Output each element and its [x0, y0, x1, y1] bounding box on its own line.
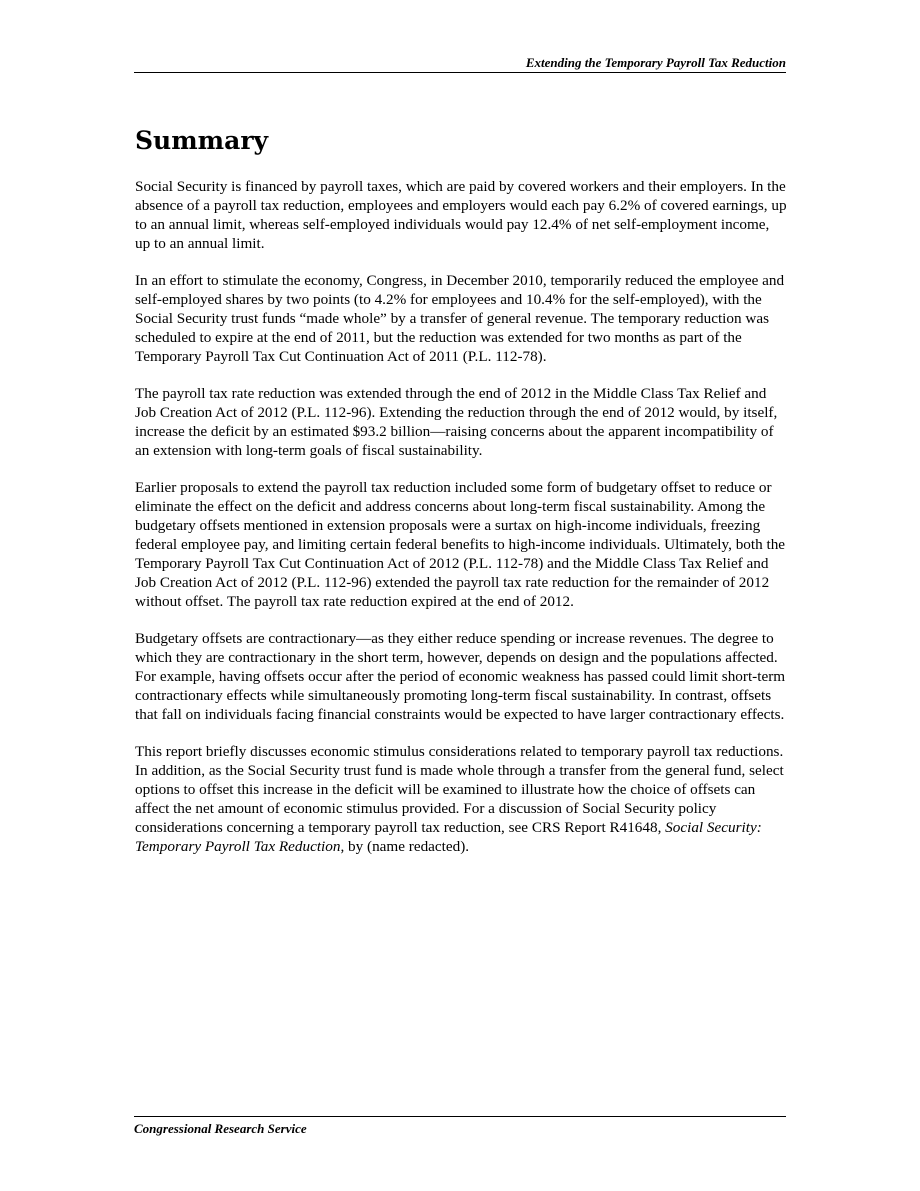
- page-footer: [134, 1116, 786, 1137]
- page-title: Summary: [135, 126, 269, 155]
- paragraph-reduction-history: In an effort to stimulate the economy, Congress, in December 2010, temporarily reduced the employee and self-employed shares by two points (to 4.2% for employees and 10.4% for the self-employed), with the Social Security trust funds “made whole” by a transfer of general revenue. The temporary reduction was scheduled to expire at the end of 2011, but the reduction was extended for two months as part of the Temporary Payroll Tax Cut Continuation Act of 2011 (P.L. 112-78).: [135, 272, 785, 365]
- paragraph-funding: Social Security is financed by payroll taxes, which are paid by covered workers and their employers. In the absence of a payroll tax reduction, employees and employers would each pay 6.2% of covered earnings, up to an annual limit, whereas self-employed individuals would pay 12.4% of net self-employment income, up to an annual limit.: [135, 178, 787, 252]
- footer-organization: Congressional Research Service: [134, 1121, 307, 1136]
- paragraph-contractionary-effects: Budgetary offsets are contractionary—as they either reduce spending or increase revenues. The degree to which they are contractionary in the short term, however, depends on design and the populations affected. For example, having offsets occur after the period of economic weakness has passed could limit short-term contractionary effects while simultaneously promoting long-term fiscal sustainability. In contrast, offsets that fall on individuals facing financial constraints would be expected to have larger contractionary effects.: [135, 630, 786, 723]
- related-report-title: Social Security: Temporary Payroll Tax Reduction: [135, 819, 762, 855]
- running-header: [134, 55, 786, 73]
- paragraph-offset-proposals: Earlier proposals to extend the payroll tax reduction included some form of budgetary offset to reduce or eliminate the effect on the deficit and address concerns about long-term fiscal sustainability. Among the budgetary offsets mentioned in extension proposals were a surtax on high-income individuals, freezing federal employee pay, and limiting certain federal benefits to high-income individuals. Ultimately, both the Temporary Payroll Tax Cut Continuation Act of 2012 (P.L. 112-78) and the Middle Class Tax Relief and Job Creation Act of 2012 (P.L. 112-96) extended the payroll tax rate reduction for the remainder of 2012 without offset. The payroll tax rate reduction expired at the end of 2012.: [135, 479, 786, 610]
- paragraph-report-scope: [135, 742, 787, 856]
- report-scope-text: This report briefly discusses economic stimulus considerations related to temporary payroll tax reductions. In addition, as the Social Security trust fund is made whole through a transfer from the general fund, select options to offset this increase in the deficit will be examined to illustrate how the choice of offsets can affect the net amount of economic stimulus provided. For a discussion of Social Security policy considerations concerning a temporary payroll tax reduction, see CRS Report R41648,: [135, 743, 784, 836]
- report-author-text: , by (name redacted).: [340, 838, 470, 855]
- paragraph-extension: The payroll tax rate reduction was extended through the end of 2012 in the Middle Class Tax Relief and Job Creation Act of 2012 (P.L. 112-96). Extending the reduction through the end of 2012 would, by itself, increase the deficit by an estimated $93.2 billion—raising concerns about the apparent incompatibility of an extension with long-term goals of fiscal sustainability.: [135, 385, 778, 459]
- running-header-title: Extending the Temporary Payroll Tax Reduction: [525, 55, 786, 70]
- summary-body: [135, 177, 787, 874]
